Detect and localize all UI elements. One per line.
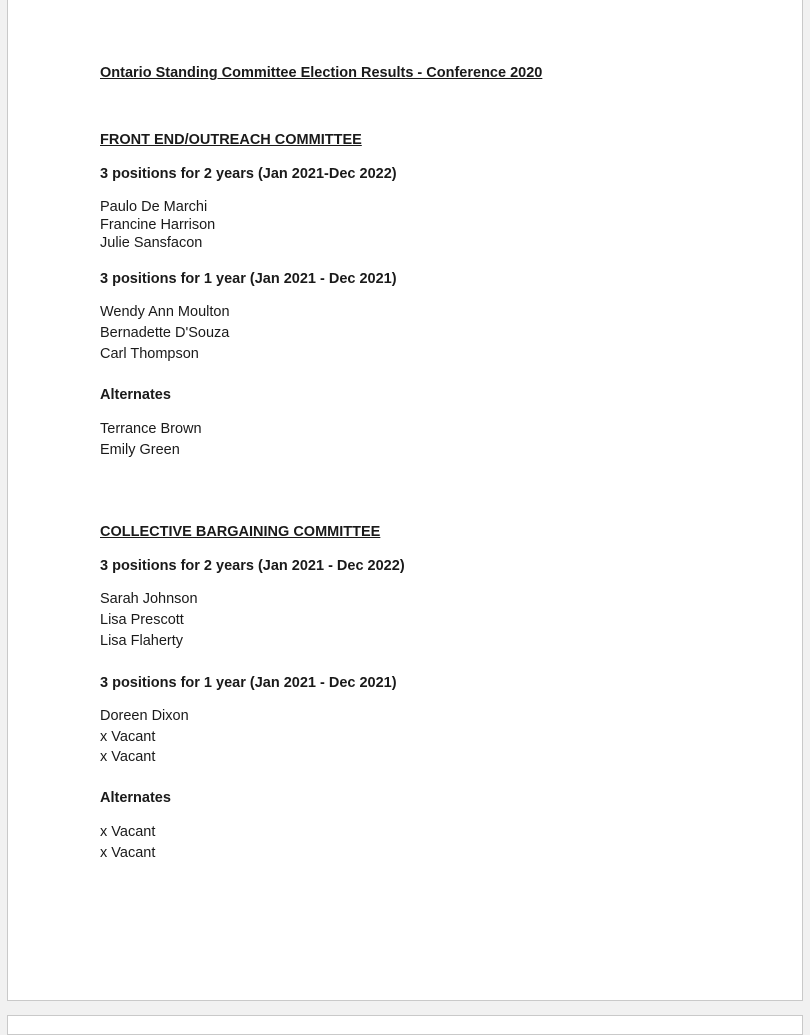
member-name: Terrance Brown [100,421,202,437]
alternates-heading: Alternates [100,387,171,403]
member-name: x Vacant [100,824,156,840]
term-heading-1-year: 3 positions for 1 year (Jan 2021 - Dec 2021) [100,271,397,287]
member-name: Doreen Dixon [100,708,189,724]
term-heading-2-year: 3 positions for 2 years (Jan 2021 - Dec 2022) [100,558,405,574]
committee-heading-front-end: FRONT END/OUTREACH COMMITTEE [100,132,362,148]
document-page [7,0,803,1001]
alternates-heading: Alternates [100,790,171,806]
member-name: Julie Sansfacon [100,235,203,251]
member-name: Lisa Flaherty [100,633,184,649]
member-name: x Vacant [100,729,156,745]
next-page-edge [7,1015,803,1035]
member-name: Paulo De Marchi [100,199,208,215]
member-name: Wendy Ann Moulton [100,304,230,320]
member-name: x Vacant [100,845,156,861]
member-name: Lisa Prescott [100,612,184,628]
member-name: Bernadette D'Souza [100,325,230,341]
page-title: Ontario Standing Committee Election Results - Conference 2020 [100,65,543,81]
member-name: Carl Thompson [100,346,199,362]
member-name: Sarah Johnson [100,591,198,607]
term-heading-2-year: 3 positions for 2 years (Jan 2021-Dec 2022) [100,166,397,182]
member-name: Emily Green [100,442,180,458]
member-name: Francine Harrison [100,217,216,233]
committee-heading-collective-bargaining: COLLECTIVE BARGAINING COMMITTEE [100,524,381,540]
member-name: x Vacant [100,749,156,765]
term-heading-1-year: 3 positions for 1 year (Jan 2021 - Dec 2021) [100,675,397,691]
